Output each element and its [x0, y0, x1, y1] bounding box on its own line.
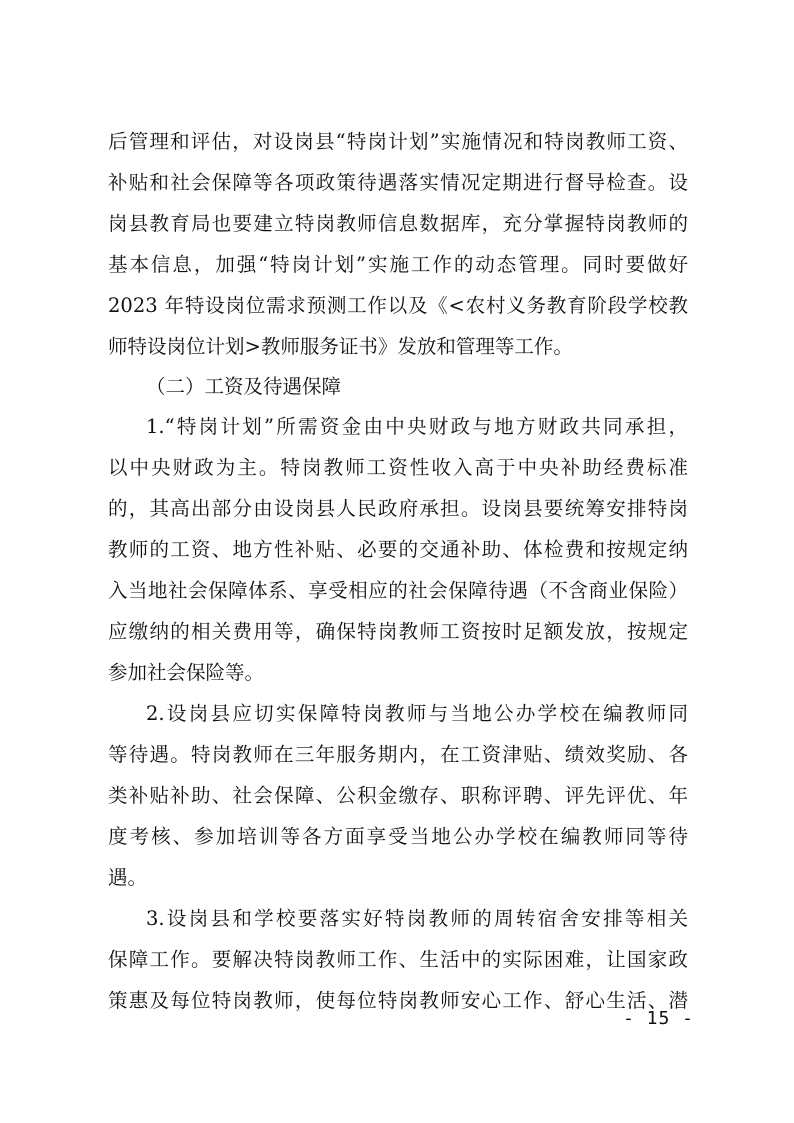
paragraph-3-line-3: 类补贴补助、社会保障、公积金缴存、职称评聘、评先评优、年 — [108, 784, 688, 807]
paragraph-2-line-7: 参加社会保险等。 — [108, 661, 265, 684]
paragraph-1-line-2: 补贴和社会保障等各项政策待遇落实情况定期进行督导检查。设 — [108, 171, 688, 194]
paragraph-2-line-5: 入当地社会保障体系、享受相应的社会保障待遇（不含商业保险） — [108, 579, 688, 602]
paragraph-3-line-5: 遇。 — [108, 866, 148, 889]
paragraph-4-line-2: 保障工作。要解决特岗教师工作、生活中的实际困难，让国家政 — [108, 948, 688, 971]
paragraph-4-line-3: 策惠及每位特岗教师，使每位特岗教师安心工作、舒心生活、潜 — [108, 989, 688, 1012]
paragraph-4-line-1: 3.设岗县和学校要落实好特岗教师的周转宿舍安排等相关 — [146, 907, 688, 930]
paragraph-1-line-6: 师特设岗位计划>教师服务证书》发放和管理等工作。 — [108, 335, 573, 358]
paragraph-2-line-4: 教师的工资、地方性补贴、必要的交通补助、体检费和按规定纳 — [108, 538, 688, 561]
paragraph-2-line-6: 应缴纳的相关费用等，确保特岗教师工资按时足额发放，按规定 — [108, 620, 688, 643]
paragraph-2-line-1: 1.“特岗计划”所需资金由中央财政与地方财政共同承担， — [146, 415, 688, 438]
paragraph-1-line-4: 基本信息，加强“特岗计划”实施工作的动态管理。同时要做好 — [108, 253, 688, 276]
section-heading: （二）工资及待遇保障 — [146, 375, 342, 398]
paragraph-3-line-1: 2.设岗县应切实保障特岗教师与当地公办学校在编教师同 — [146, 702, 688, 725]
page-number: - 15 - — [622, 1008, 694, 1029]
paragraph-1-line-3: 岗县教育局也要建立特岗教师信息数据库，充分掌握特岗教师的 — [108, 212, 688, 235]
paragraph-3-line-2: 等待遇。特岗教师在三年服务期内，在工资津贴、绩效奖励、各 — [108, 743, 688, 766]
paragraph-1-line-1: 后管理和评估，对设岗县“特岗计划”实施情况和特岗教师工资、 — [108, 130, 688, 153]
paragraph-1-line-5: 2023 年特设岗位需求预测工作以及《<农村义务教育阶段学校教 — [108, 294, 688, 317]
paragraph-3-line-4: 度考核、参加培训等各方面享受当地公办学校在编教师同等待 — [108, 825, 688, 848]
paragraph-2-line-2: 以中央财政为主。特岗教师工资性收入高于中央补助经费标准 — [108, 456, 688, 479]
paragraph-2-line-3: 的，其高出部分由设岗县人民政府承担。设岗县要统筹安排特岗 — [108, 497, 688, 520]
